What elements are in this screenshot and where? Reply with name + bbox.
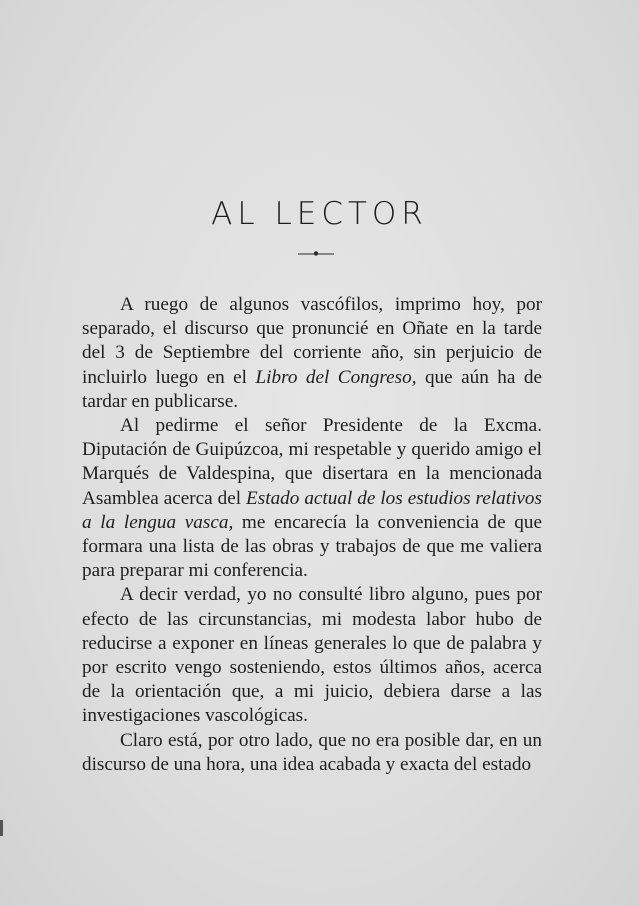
paragraph — [82, 583, 542, 728]
italic-title: Libro del Congreso, — [255, 366, 417, 388]
paragraph-text: A decir verdad, yo no consulté libro alguno, pues por efecto de las circunstancias, mi modesta labor hubo de reducirse a exponer en líneas generales lo que de palabra y por escrito vengo sosteniendo, estos últimos años, acerca de la orientación que, a mi juicio, debiera darse a las investigaciones vascológicas. — [82, 584, 542, 727]
paragraph-text: que aún ha de tardar en publicarse. — [82, 366, 542, 412]
italic-title: Estado actual de los estudios relativos a la lengua vasca, — [82, 487, 542, 533]
paragraph-text: me encarecía la conveniencia de que formara una lista de las obras y trabajos de que me valiera para preparar mi conferencia. — [82, 511, 542, 582]
paragraph — [82, 414, 542, 583]
paragraph-text: Al pedirme el señor Presidente de la Excma. Diputación de Guipúzcoa, mi respetable y querido amigo el Marqués de Valdespina, que disertara en la mencionada Asamblea acerca del — [82, 415, 542, 509]
paragraph — [82, 293, 542, 414]
paragraph — [82, 729, 542, 777]
body-text — [82, 293, 542, 777]
paragraph-text: Claro está, por otro lado, que no era posible dar, en un discurso de una hora, una idea acabada y exacta del estado — [82, 729, 542, 775]
paragraph-text: A ruego de algunos vascófilos, imprimo hoy, por separado, el discurso que pronuncié en Oñate en la tarde del 3 de Septiembre del corriente año, sin perjuicio de incluirlo luego en el — [82, 294, 542, 388]
ornament-divider-icon — [298, 248, 334, 258]
page-title: AL LECTOR — [211, 196, 428, 232]
margin-mark — [0, 820, 3, 836]
